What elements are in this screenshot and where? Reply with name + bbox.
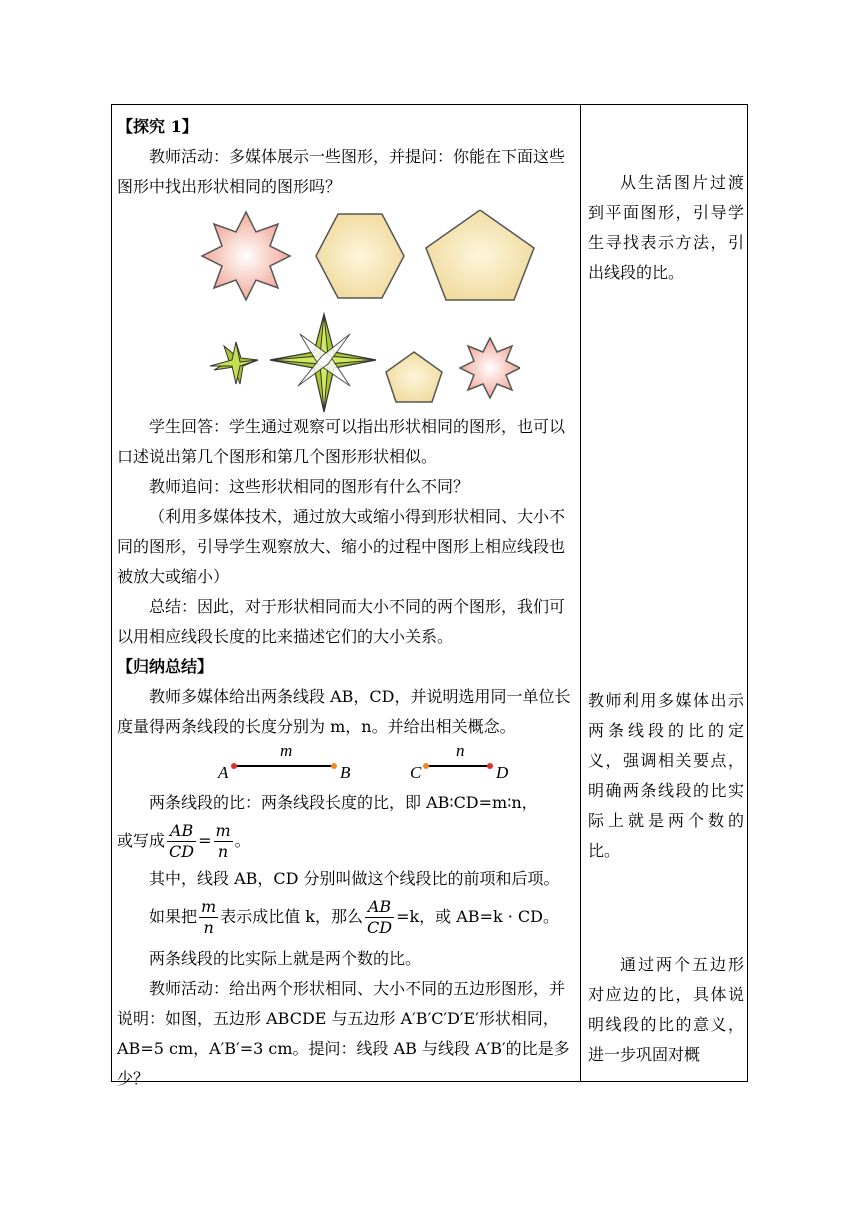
label-m: m	[280, 741, 293, 760]
teacher-followup: 教师追问：这些形状相同的图形有什么不同？	[149, 477, 470, 496]
heading-summary: 【归纳总结】	[117, 657, 214, 676]
eight-point-star-small	[460, 338, 520, 398]
fraction-numerator: AB	[167, 821, 196, 842]
shapes-row-2	[200, 312, 520, 416]
fraction-ab-cd	[167, 821, 196, 862]
compass-star-small	[210, 342, 258, 384]
fraction-denominator: n	[203, 917, 214, 937]
side-note-3: 通过两个五边形对应边的比，具体说明线段的比的意义，进一步巩固对概	[588, 955, 744, 1064]
antecedent-consequent: 其中，线段 AB，CD 分别叫做这个线段比的前项和后项。	[149, 869, 560, 888]
fraction-denominator: CD	[366, 917, 393, 937]
heading-explore-1: 【探究 1】	[117, 117, 198, 136]
segments-figure	[212, 740, 532, 782]
ratio-value-text-b: 表示成比值 k，那么	[220, 907, 363, 926]
label-c: C	[410, 763, 422, 782]
fraction-denominator: n	[217, 841, 229, 861]
point-b	[331, 763, 337, 769]
segments-intro: 教师多媒体给出两条线段 AB，CD，并说明选用同一单位长度量得两条线段的长度分别为 m，n。并给出相关概念。	[117, 687, 571, 736]
fraction-numerator: m	[215, 820, 231, 840]
multimedia-note: （利用多媒体技术，通过放大或缩小得到形状相同、大小不同的图形，引导学生观察放大、缩小的过程中图形上相应线段也被放大或缩小）	[117, 507, 566, 586]
compass-star-large	[270, 314, 376, 412]
ratio-definition: 两条线段的比：两条线段长度的比，即 AB∶CD=m∶n，	[149, 793, 538, 812]
fraction-m-n	[214, 821, 233, 862]
teacher-activity-pentagon: 教师活动：给出两个形状相同、大小不同的五边形图形，并说明：如图，五边形 ABCDE 与五边形 A′B′C′D′E′形状相同，AB=5 cm，A′B′=3 cm。提问：线段 AB 与线段 A′B′的比是多少？	[117, 979, 570, 1088]
label-a: A	[218, 763, 229, 782]
ratio-prefix: 或写成	[117, 831, 166, 850]
equals-sign: =	[198, 831, 212, 850]
ratio-value-text-c: =k，或 AB=k · CD。	[396, 907, 559, 926]
teacher-activity-1: 教师活动：多媒体展示一些图形，并提问：你能在下面这些图形中找出形状相同的图形吗？	[117, 147, 566, 196]
label-b: B	[340, 763, 351, 782]
side-note-2: 教师利用多媒体出示两条线段的比的定义，强调相关要点，明确两条线段的比实际上就是两个数的比。	[588, 691, 744, 860]
side-note-1: 从生活图片过渡到平面图形，引导学生寻找表示方法，引出线段的比。	[588, 173, 744, 282]
point-c	[423, 763, 429, 769]
hexagon-large	[316, 214, 404, 298]
fraction-numerator: AB	[365, 897, 394, 918]
fraction-denominator: CD	[169, 841, 195, 861]
pentagon-small	[386, 352, 442, 402]
fraction-numerator: m	[201, 896, 217, 916]
pentagon-large	[426, 210, 534, 300]
eight-point-star-large	[202, 212, 290, 300]
fraction-m-n-2	[199, 897, 218, 938]
point-a	[231, 763, 237, 769]
ratio-is-number-ratio: 两条线段的比实际上就是两个数的比。	[149, 949, 422, 968]
column-divider	[580, 104, 581, 1082]
ratio-value-text-a: 如果把	[149, 907, 198, 926]
fraction-ab-cd-2	[365, 897, 394, 938]
ratio-fraction-line	[117, 818, 577, 864]
shapes-row-1	[200, 210, 560, 302]
label-d: D	[496, 763, 509, 782]
ratio-value-line	[117, 894, 577, 940]
ratio-suffix: 。	[234, 831, 251, 850]
student-answer: 学生回答：学生通过观察可以指出形状相同的图形，也可以口述说出第几个图形和第几个图形形状相似。	[117, 417, 566, 466]
summary-1: 总结：因此，对于形状相同而大小不同的两个图形，我们可以用相应线段长度的比来描述它们的大小关系。	[117, 597, 566, 646]
label-n: n	[456, 741, 465, 760]
point-d	[487, 763, 493, 769]
